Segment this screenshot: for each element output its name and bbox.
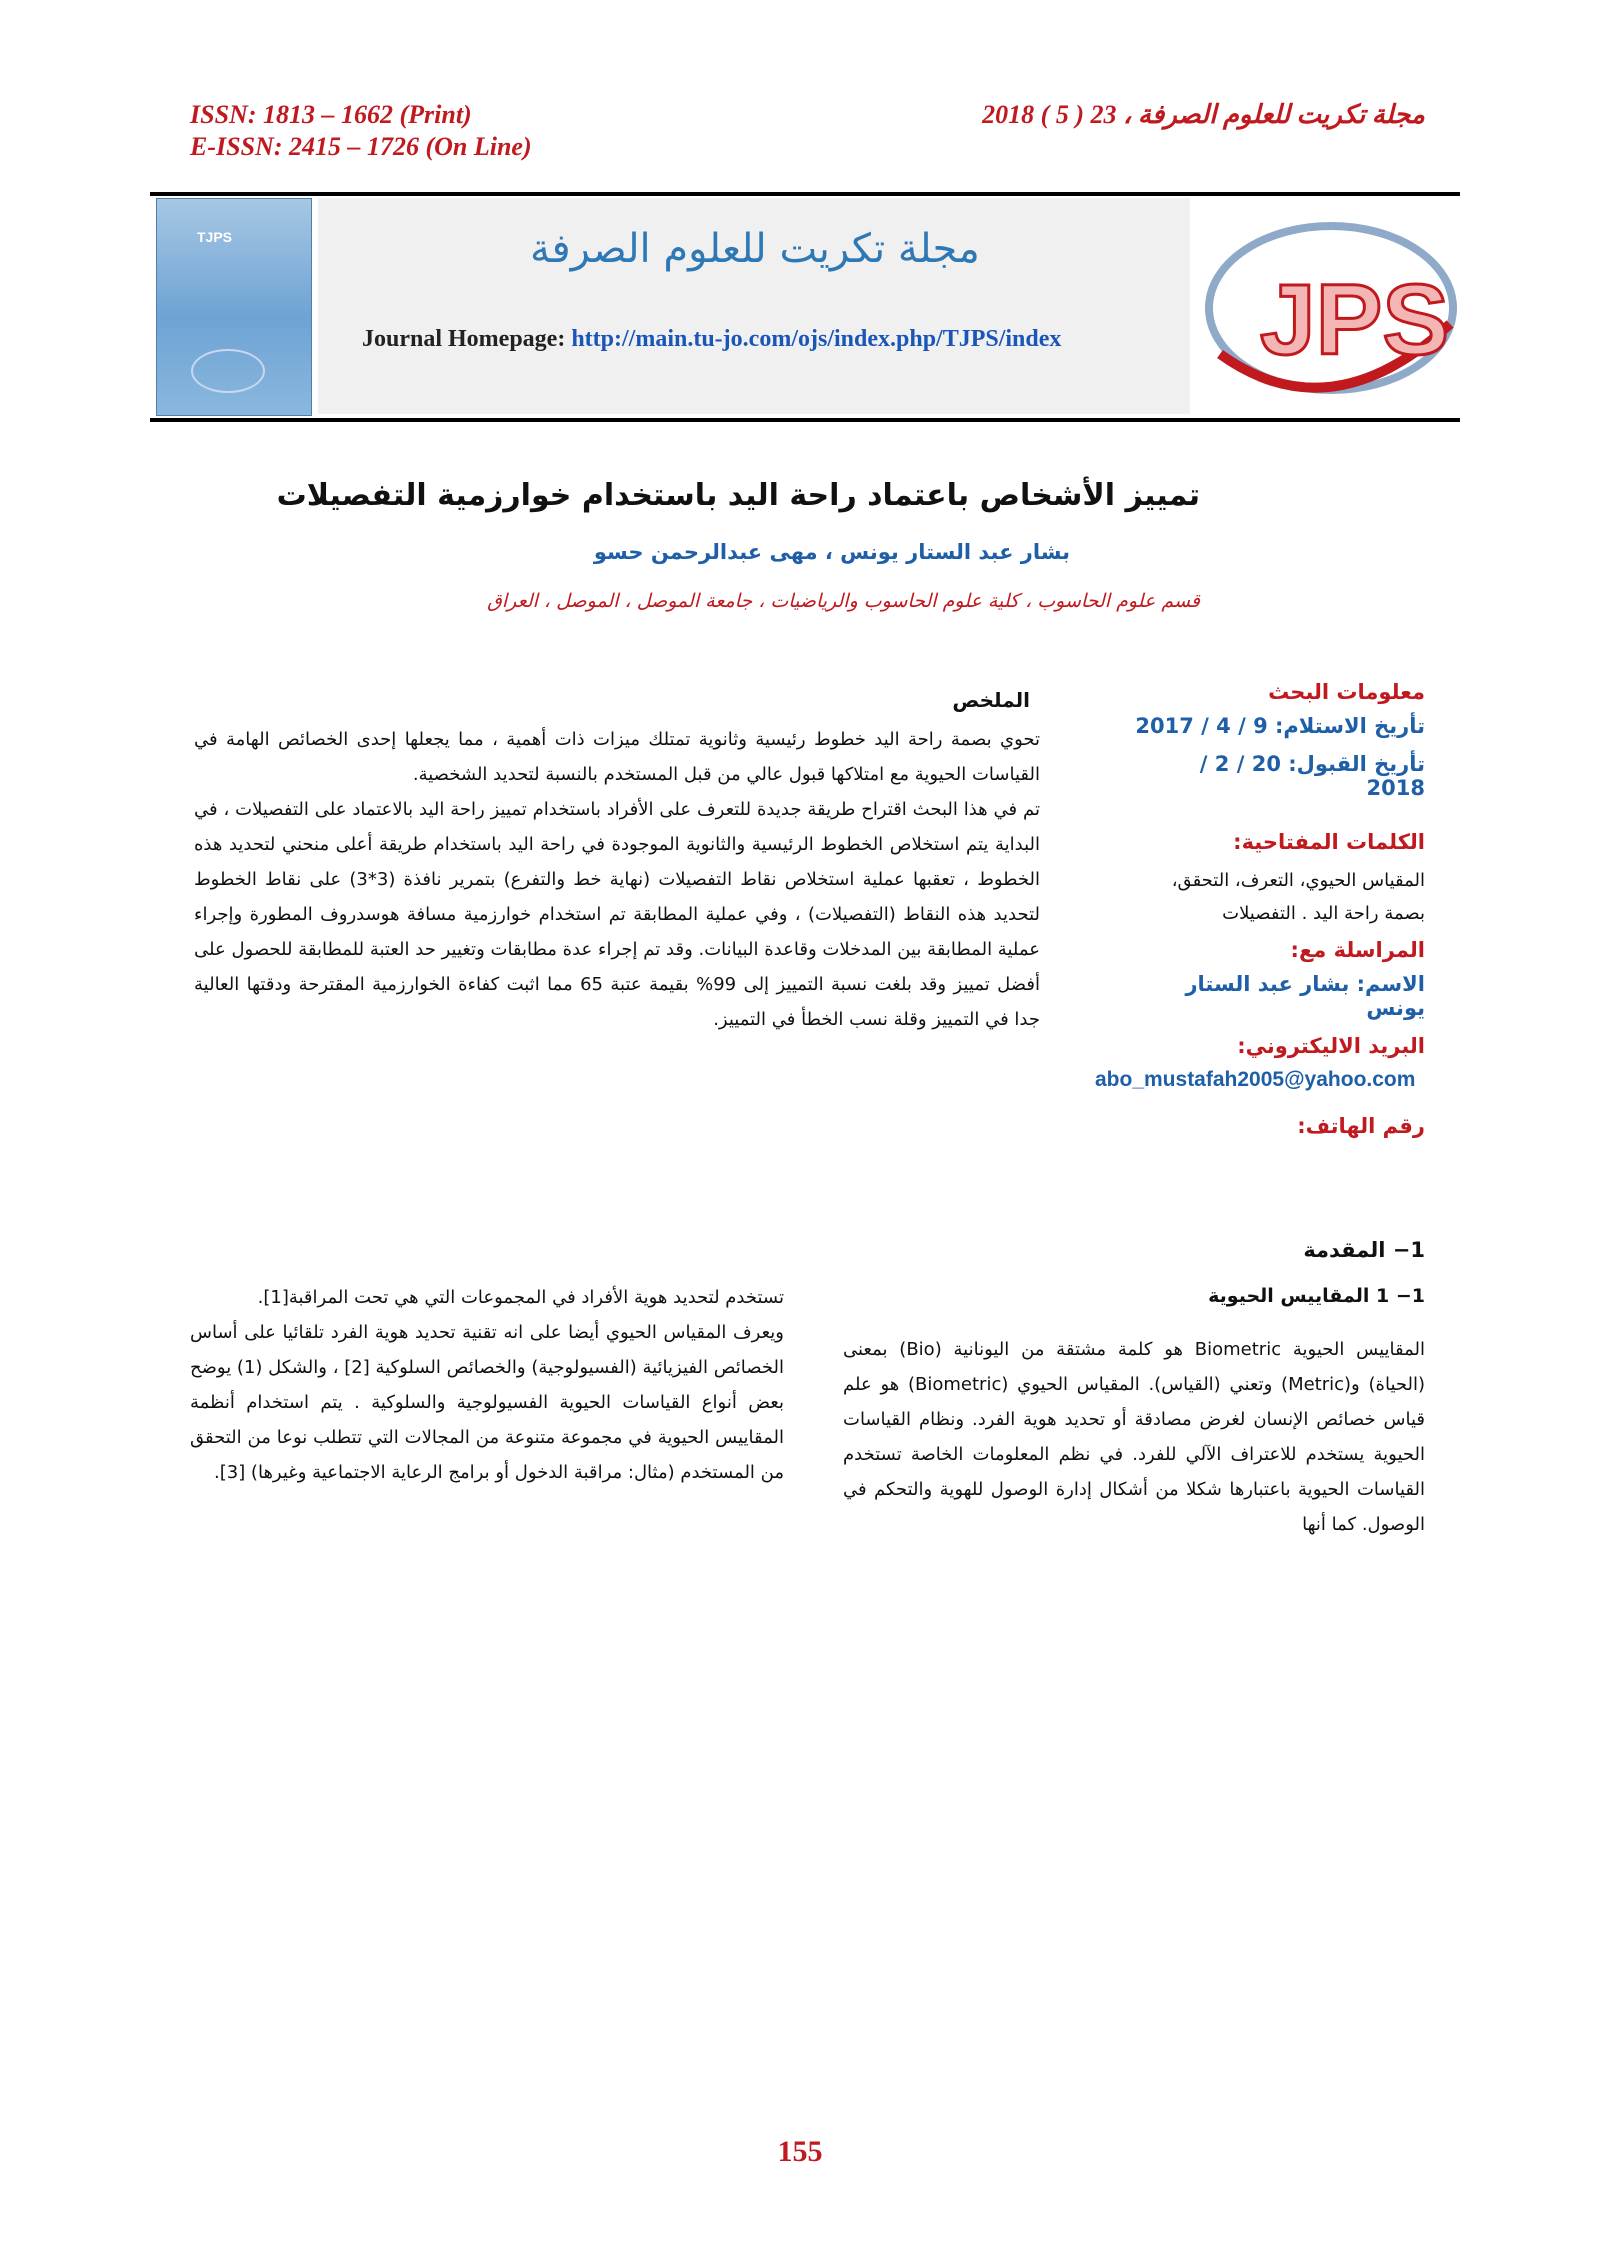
bottom-rule [150,418,1460,422]
journal-citation: مجلة تكريت للعلوم الصرفة ، 23 ( 5 ) 2018 [982,100,1425,129]
issn-print: ISSN: 1813 – 1662 (Print) [190,100,472,129]
section-1-heading: 1− المقدمة [1303,1238,1425,1262]
correspondent-email[interactable]: abo_mustafah2005@yahoo.com [1095,1068,1416,1091]
body-right-column [843,1332,1425,1542]
cover-title: TJPS [197,229,233,245]
research-info-heading: معلومات البحث [1268,680,1425,704]
correspondence-heading: المراسلة مع: [1290,938,1425,962]
received-date: تأريخ الاستلام: 9 / 4 / 2017 [1135,714,1425,738]
journal-homepage [362,326,1061,353]
top-rule [150,192,1460,196]
homepage-link[interactable]: http://main.tu-jo.com/ojs/index.php/TJPS/index [571,326,1062,352]
body-left-paragraph-1: تستخدم لتحديد هوية الأفراد في المجموعات التي هي تحت المراقبة[1]. [257,1287,784,1308]
abstract-paragraph-1: تحوي بصمة راحة اليد خطوط رئيسية وثانوية تمتلك ميزات ذات أهمية ، مما يجعلها إحدى الخصائص الهامة في القياسات الحيوية مع امتلاكها قبول عالي من قبل المستخدم بالنسبة لتحديد الشخصية. [194,729,1040,785]
journal-cover-image [156,198,312,416]
tjps-logo [1200,204,1462,408]
phone-heading: رقم الهاتف: [1297,1114,1425,1138]
abstract [194,688,1040,1037]
correspondent-name: الاسم: بشار عبد الستار يونس [1185,972,1425,1020]
keywords-heading: الكلمات المفتاحية: [1233,830,1425,854]
page-number: 155 [777,2135,823,2168]
article-affiliation: قسم علوم الحاسوب ، كلية علوم الحاسوب والرياضيات ، جامعة الموصل ، الموصل ، العراق [487,590,1200,612]
research-info-sidebar [1095,680,1425,1148]
issn-online: E-ISSN: 2415 – 1726 (On Line) [190,132,532,161]
journal-name: مجلة تكريت للعلوم الصرفة [530,226,980,272]
homepage-label: Journal Homepage: [362,326,566,352]
article-title: تمييز الأشخاص باعتماد راحة اليد باستخدام خوارزمية التفصيلات [276,478,1200,513]
abstract-heading: الملخص [952,688,1030,712]
body-left-column [190,1280,784,1490]
abstract-paragraph-2: تم في هذا البحث اقتراح طريقة جديدة للتعرف على الأفراد باستخدام تمييز راحة اليد بالاعتماد على التفصيلات ، في البداية يتم استخلاص الخطوط الرئيسية والثانوية الموجودة في راحة اليد باستخدام طريقة أعلى منحني لتحديد هذه الخطوط ، تعقبها عملية استخلاص نقاط التفصيلات (نهاية خط والتفرع) بتمرير نافذة (3*3) على نقاط الخطوط لتحديد هذه النقاط (التفصيلات) ، وفي عملية المطابقة تم استخدام خوارزمية مسافة هوسدروف المطورة وإجراء عملية المطابقة بين المدخلات وقاعدة البيانات. وقد تم إجراء عدة مطابقات وتغيير حد العتبة للمطابقة للحصول على أفضل تمييز وقد بلغت نسبة التمييز إلى 99% بقيمة عتبة 65 مما اثبت كفاءة الخوارزمية المقترحة ودقتها العالية جدا في التمييز وقلة نسب الخطأ في التمييز. [194,799,1041,1030]
accepted-date: تأريخ القبول: 20 / 2 / 2018 [1199,752,1425,800]
keywords: المقياس الحيوي، التعرف، التحقق، بصمة راحة اليد . التفصيلات [1171,870,1425,924]
body-right-paragraph: المقاييس الحيوية Biometric هو كلمة مشتقة من اليونانية (Bio) بمعنى (الحياة) و(Metric) وتعني (القياس). المقياس الحيوي (Biometric) هو علم قياس خصائص الإنسان لغرض مصادقة أو تحديد هوية الفرد. ونظام القياسات الحيوية يستخدم للاعتراف الآلي للفرد. في نظم المعلومات الخاصة تستخدم القياسات الحيوية باعتبارها شكلا من أشكال إدارة الوصول للهوية والتحكم في الوصول. كما أنها [843,1339,1426,1535]
body-left-paragraph-2: ويعرف المقياس الحيوي أيضا على انه تقنية تحديد هوية الفرد تلقائيا على أساس الخصائص الفيزيائية (الفسيولوجية) والخصائص السلوكية [2] ، والشكل (1) يوضح بعض أنواع القياسات الحيوية الفسيولوجية والسلوكية . يتم استخدام أنظمة المقاييس الحيوية في مجموعة متنوعة من المجالات التي تتطلب نوعا من التحقق من المستخدم (مثال: مراقبة الدخول أو برامج الرعاية الاجتماعية وغيرها) [3]. [190,1322,784,1483]
cover-logo [191,349,265,393]
article-authors: بشار عبد الستار يونس ، مهى عبدالرحمن حسو [593,540,1070,564]
logo-text: JPS [1260,264,1450,376]
section-1-1-heading: 1− 1 المقاييس الحيوية [1208,1285,1425,1307]
email-heading: البريد الاليكتروني: [1237,1034,1425,1058]
